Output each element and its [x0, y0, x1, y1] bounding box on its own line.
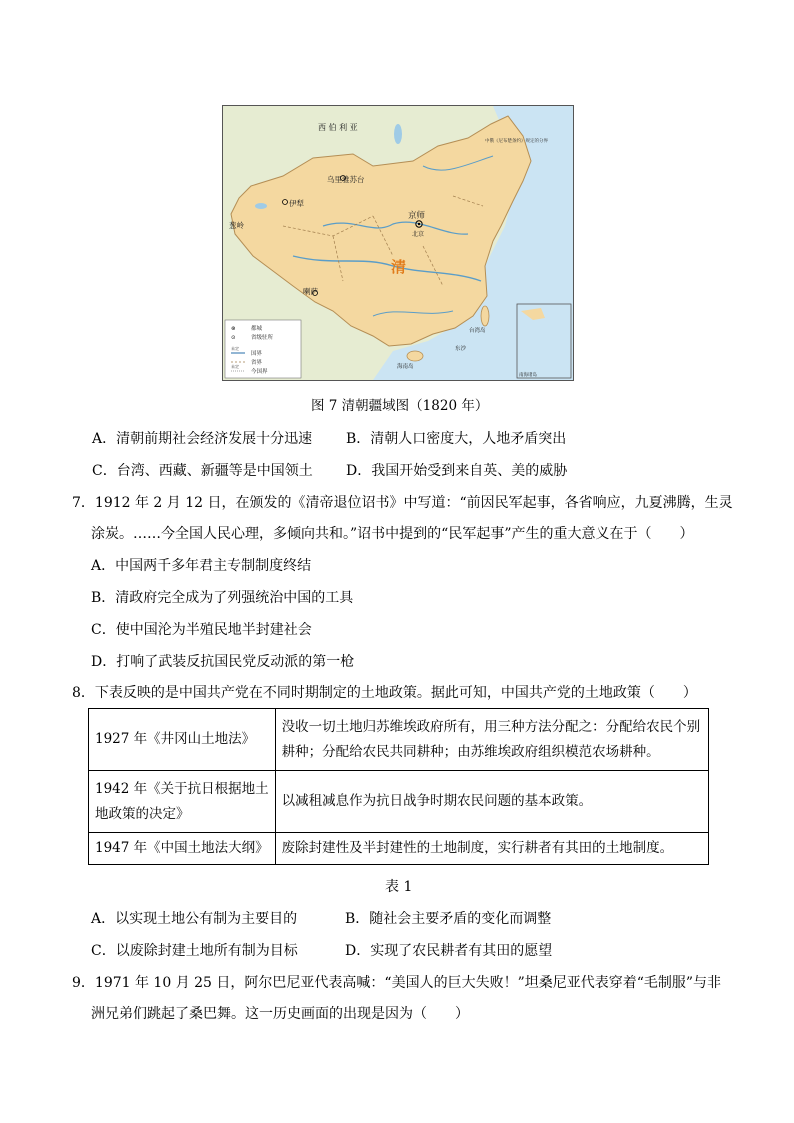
label-taiwan: 台湾岛: [469, 328, 486, 334]
q6-option-d: D．我国开始受到来自英、美的威胁: [346, 463, 568, 479]
table-row: [89, 833, 709, 865]
q8-option-b: B．随社会主要矛盾的变化而调整: [345, 911, 552, 927]
label-beijing: 北京: [412, 231, 425, 238]
label-siberia: 西 伯 利 亚: [318, 123, 358, 132]
q8-option-c: C．以废除封建土地所有制为目标: [91, 943, 298, 959]
table-cell-policy: 以减租减息作为抗日战争时期农民问题的基本政策。: [275, 771, 708, 833]
table-cell-policy: 废除封建性及半封建性的土地制度，实行耕者有其田的土地制度。: [275, 833, 708, 865]
q8-option-a: A．以实现土地公有制为主要目的: [91, 911, 298, 927]
table-caption: 表 1: [385, 879, 413, 895]
figure-caption: 图 7 清朝疆域图（1820 年）: [311, 398, 489, 414]
legend-mark-2: ⊙: [231, 335, 236, 341]
label-lhasa: 喇萨: [303, 287, 318, 296]
legend-mark-5: 未定: [231, 364, 239, 369]
map-graphic: [223, 106, 573, 380]
table-row: [89, 709, 709, 771]
legend-item-5: 今国界: [251, 369, 268, 375]
q9-stem-line2: 洲兄弟们跳起了桑巴舞。这一历史画面的出现是因为（ ）: [91, 1006, 469, 1022]
q6-option-a: A．清朝前期社会经济发展十分迅速: [92, 431, 313, 447]
q9-stem-line1: 9．1971 年 10 月 25 日，阿尔巴尼亚代表高喊：“美国人的巨大失败！”坦桑尼亚代表穿着“毛制服”与非: [72, 975, 722, 991]
q7-option-a: A．中国两千多年君主专制制度终结: [91, 558, 312, 574]
table-cell-period: 1927 年《井冈山土地法》: [89, 709, 276, 771]
label-nanhai: 南海诸岛: [519, 373, 537, 378]
table-cell-policy: 没收一切土地归苏维埃政府所有，用三种方法分配之：分配给农民个别耕种；分配给农民共同耕种；由苏维埃政府组织模范农场耕种。: [275, 709, 708, 771]
q7-option-d: D．打响了武装反抗国民党反动派的第一枪: [91, 654, 355, 670]
q8-option-d: D．实现了农民耕者有其田的愿望: [345, 943, 553, 959]
land-policy-table: [88, 708, 709, 865]
label-yili: 伊犁: [289, 199, 304, 208]
label-qing: 清: [391, 258, 407, 276]
legend-mark-1: ⊛: [231, 326, 236, 332]
q7-option-b: B．清政府完全成为了列强统治中国的工具: [91, 590, 354, 606]
q8-stem: 8．下表反映的是中国共产党在不同时期制定的土地政策。据此可知，中国共产党的土地政策（ ）: [72, 685, 697, 701]
legend-item-3: 国界: [251, 351, 263, 357]
legend-item-2: 省级驻所: [251, 335, 274, 341]
label-dongsha: 东沙: [455, 346, 467, 352]
label-congling: 葱岭: [229, 221, 244, 230]
q6-option-b: B．清朝人口密度大，人地矛盾突出: [346, 431, 567, 447]
table-row: [89, 771, 709, 833]
label-wuliyasutai: 乌里雅苏台: [327, 175, 365, 184]
legend-item-1: 都城: [251, 326, 263, 332]
legend-mark-3: 未定: [231, 346, 239, 351]
table-cell-period: 1942 年《关于抗日根据地土地政策的决定》: [89, 771, 276, 833]
label-hainan: 海南岛: [397, 364, 414, 370]
table-cell-period: 1947 年《中国土地法大纲》: [89, 833, 276, 865]
label-note: 中俄《尼布楚条约》规定的分界: [485, 139, 548, 144]
q7-stem-line1: 7．1912 年 2 月 12 日，在颁发的《清帝退位诏书》中写道：“前因民军起事，各省响应，九夏沸腾，生灵: [72, 495, 733, 511]
qing-territory-map: [222, 105, 574, 381]
q6-option-c: C．台湾、西藏、新疆等是中国领土: [92, 463, 313, 479]
legend-item-4: 省界: [251, 360, 263, 366]
label-jingshi: 京师: [408, 211, 426, 221]
q7-stem-line2: 涂炭。……今全国人民心理，多倾向共和。”诏书中提到的“民军起事”产生的重大意义在于（ ）: [91, 526, 694, 542]
q7-option-c: C．使中国沦为半殖民地半封建社会: [91, 622, 312, 638]
